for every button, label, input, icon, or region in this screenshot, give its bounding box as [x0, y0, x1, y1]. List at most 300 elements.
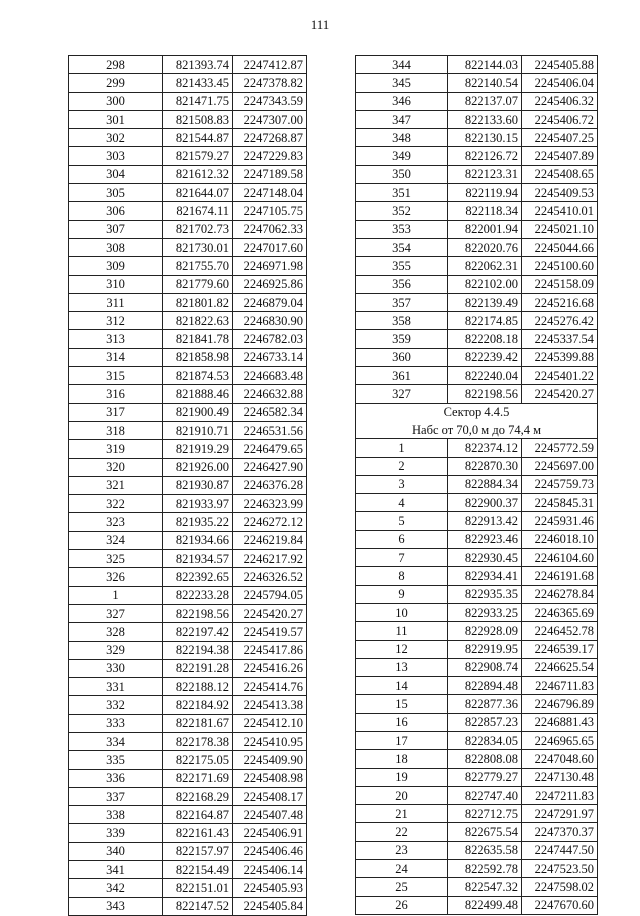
- coordinate-y: 2245845.31: [522, 494, 598, 512]
- coordinate-y: 2245407.89: [522, 147, 598, 165]
- coordinate-x: 822157.97: [163, 842, 233, 860]
- coordinate-y: 2246278.84: [522, 585, 598, 603]
- point-number: 302: [69, 129, 163, 147]
- table-row: [69, 440, 307, 458]
- coordinate-x: 821858.98: [163, 348, 233, 366]
- point-number: 22: [356, 823, 448, 841]
- table-row: [69, 348, 307, 366]
- coordinate-x: 822130.15: [448, 129, 522, 147]
- point-number: 312: [69, 312, 163, 330]
- table-row: [69, 74, 307, 92]
- coordinate-y: 2245276.42: [522, 312, 598, 330]
- table-row: [356, 293, 598, 311]
- table-row: [356, 896, 598, 914]
- table-row: [69, 568, 307, 586]
- table-row: [356, 367, 598, 385]
- coordinate-x: 822174.85: [448, 312, 522, 330]
- coordinate-y: 2245409.53: [522, 184, 598, 202]
- coordinate-y: 2245406.14: [233, 861, 307, 879]
- point-number: 311: [69, 293, 163, 311]
- table-row: [69, 421, 307, 439]
- coordinate-y: 2245931.46: [522, 512, 598, 530]
- table-row: [69, 56, 307, 74]
- coordinate-y: 2246427.90: [233, 458, 307, 476]
- point-number: 304: [69, 165, 163, 183]
- table-row: [356, 257, 598, 275]
- point-number: 356: [356, 275, 448, 293]
- point-number: 343: [69, 897, 163, 915]
- coordinates-table-right: [355, 55, 598, 915]
- table-row: [69, 897, 307, 915]
- point-number: 345: [356, 74, 448, 92]
- point-number: 340: [69, 842, 163, 860]
- table-row: [69, 476, 307, 494]
- table-row: [69, 586, 307, 604]
- coordinate-y: 2247523.50: [522, 860, 598, 878]
- point-number: 26: [356, 896, 448, 914]
- coordinate-x: 822102.00: [448, 275, 522, 293]
- coordinate-y: 2245420.27: [233, 604, 307, 622]
- coordinate-x: 822198.56: [448, 385, 522, 403]
- table-row: [69, 732, 307, 750]
- point-number: 321: [69, 476, 163, 494]
- table-row: [69, 641, 307, 659]
- point-number: 313: [69, 330, 163, 348]
- point-number: 317: [69, 403, 163, 421]
- table-row: [69, 824, 307, 842]
- coordinate-x: 822154.49: [163, 861, 233, 879]
- point-number: 308: [69, 238, 163, 256]
- point-number: 306: [69, 202, 163, 220]
- table-row: [69, 531, 307, 549]
- point-number: 327: [69, 604, 163, 622]
- coordinate-y: 2245216.68: [522, 293, 598, 311]
- coordinate-y: 2245406.72: [522, 110, 598, 128]
- coordinate-y: 2247370.37: [522, 823, 598, 841]
- table-row: [356, 841, 598, 859]
- coordinate-x: 822178.38: [163, 732, 233, 750]
- point-number: 325: [69, 550, 163, 568]
- table-row: [69, 184, 307, 202]
- section-subheader-row: [356, 421, 598, 439]
- point-number: 16: [356, 713, 448, 731]
- point-number: 324: [69, 531, 163, 549]
- point-number: 10: [356, 603, 448, 621]
- coordinate-x: 822233.28: [163, 586, 233, 604]
- table-row: [69, 623, 307, 641]
- table-row: [356, 622, 598, 640]
- table-row: [69, 769, 307, 787]
- coordinate-x: 821822.63: [163, 312, 233, 330]
- table-row: [69, 312, 307, 330]
- coordinate-y: 2246796.89: [522, 695, 598, 713]
- point-number: 3: [356, 475, 448, 493]
- table-row: [356, 238, 598, 256]
- table-row: [356, 860, 598, 878]
- coordinate-x: 822197.42: [163, 623, 233, 641]
- coordinate-y: 2246365.69: [522, 603, 598, 621]
- coordinate-y: 2245406.91: [233, 824, 307, 842]
- coordinate-y: 2246326.52: [233, 568, 307, 586]
- section-title: Сектор 4.4.5: [356, 403, 598, 421]
- table-row: [356, 110, 598, 128]
- point-number: 329: [69, 641, 163, 659]
- table-row: [69, 293, 307, 311]
- table-row: [356, 713, 598, 731]
- point-number: 346: [356, 92, 448, 110]
- table-row: [356, 658, 598, 676]
- coordinate-y: 2246711.83: [522, 677, 598, 695]
- coordinate-y: 2245417.86: [233, 641, 307, 659]
- coordinate-y: 2245337.54: [522, 330, 598, 348]
- point-number: 360: [356, 348, 448, 366]
- coordinate-y: 2247062.33: [233, 220, 307, 238]
- coordinate-x: 822547.32: [448, 878, 522, 896]
- table-row: [356, 878, 598, 896]
- coordinate-x: 821779.60: [163, 275, 233, 293]
- coordinate-y: 2245408.65: [522, 165, 598, 183]
- point-number: 354: [356, 238, 448, 256]
- coordinate-y: 2246733.14: [233, 348, 307, 366]
- coordinate-y: 2247598.02: [522, 878, 598, 896]
- coordinate-x: 821471.75: [163, 92, 233, 110]
- coordinate-x: 822779.27: [448, 768, 522, 786]
- coordinate-y: 2247148.04: [233, 184, 307, 202]
- point-number: 331: [69, 678, 163, 696]
- point-number: 355: [356, 257, 448, 275]
- coordinate-x: 822126.72: [448, 147, 522, 165]
- coordinate-x: 822140.54: [448, 74, 522, 92]
- coordinate-y: 2245414.76: [233, 678, 307, 696]
- coordinate-x: 822935.35: [448, 585, 522, 603]
- table-row: [69, 367, 307, 385]
- table-row: [69, 678, 307, 696]
- point-number: 1: [69, 586, 163, 604]
- table-row: [69, 861, 307, 879]
- coordinate-y: 2245405.88: [522, 56, 598, 74]
- point-number: 350: [356, 165, 448, 183]
- coordinate-y: 2247268.87: [233, 129, 307, 147]
- table-row: [69, 238, 307, 256]
- coordinate-x: 822171.69: [163, 769, 233, 787]
- point-number: 338: [69, 806, 163, 824]
- table-row: [69, 129, 307, 147]
- table-row: [356, 92, 598, 110]
- table-row: [69, 275, 307, 293]
- coordinate-x: 821544.87: [163, 129, 233, 147]
- point-number: 333: [69, 714, 163, 732]
- point-number: 344: [356, 56, 448, 74]
- coordinate-x: 821874.53: [163, 367, 233, 385]
- point-number: 6: [356, 530, 448, 548]
- coordinate-x: 822164.87: [163, 806, 233, 824]
- coordinate-x: 821433.45: [163, 74, 233, 92]
- table-row: [69, 879, 307, 897]
- coordinate-x: 821910.71: [163, 421, 233, 439]
- coordinate-x: 821888.46: [163, 385, 233, 403]
- coordinate-x: 822239.42: [448, 348, 522, 366]
- coordinate-x: 822374.12: [448, 439, 522, 457]
- coordinate-y: 2247447.50: [522, 841, 598, 859]
- coordinate-y: 2245697.00: [522, 457, 598, 475]
- coordinate-x: 822870.30: [448, 457, 522, 475]
- coordinate-y: 2246632.88: [233, 385, 307, 403]
- coordinate-y: 2247670.60: [522, 896, 598, 914]
- coordinate-y: 2247189.58: [233, 165, 307, 183]
- coordinate-y: 2247211.83: [522, 786, 598, 804]
- table-row: [69, 806, 307, 824]
- point-number: 14: [356, 677, 448, 695]
- coordinate-x: 822147.52: [163, 897, 233, 915]
- table-row: [69, 513, 307, 531]
- table-row: [356, 147, 598, 165]
- coordinate-x: 821935.22: [163, 513, 233, 531]
- table-row: [69, 787, 307, 805]
- point-number: 349: [356, 147, 448, 165]
- coordinate-y: 2246782.03: [233, 330, 307, 348]
- point-number: 341: [69, 861, 163, 879]
- table-row: [356, 494, 598, 512]
- coordinate-x: 822119.94: [448, 184, 522, 202]
- point-number: 23: [356, 841, 448, 859]
- table-row: [356, 567, 598, 585]
- coordinate-y: 2245021.10: [522, 220, 598, 238]
- table-row: [69, 220, 307, 238]
- coordinate-x: 822194.38: [163, 641, 233, 659]
- coordinate-y: 2246452.78: [522, 622, 598, 640]
- coordinate-y: 2246582.34: [233, 403, 307, 421]
- table-row: [356, 549, 598, 567]
- table-row: [356, 475, 598, 493]
- coordinate-x: 822392.65: [163, 568, 233, 586]
- table-row: [356, 603, 598, 621]
- coordinate-y: 2245407.25: [522, 129, 598, 147]
- coordinate-x: 822188.12: [163, 678, 233, 696]
- table-row: [356, 165, 598, 183]
- coordinate-x: 821579.27: [163, 147, 233, 165]
- point-number: 357: [356, 293, 448, 311]
- coordinate-y: 2245405.84: [233, 897, 307, 915]
- coordinate-x: 822934.41: [448, 567, 522, 585]
- table-row: [69, 165, 307, 183]
- coordinate-y: 2245406.32: [522, 92, 598, 110]
- coordinate-x: 822908.74: [448, 658, 522, 676]
- coordinate-x: 821612.32: [163, 165, 233, 183]
- point-number: 315: [69, 367, 163, 385]
- coordinate-x: 822919.95: [448, 640, 522, 658]
- coordinate-y: 2245412.10: [233, 714, 307, 732]
- coordinate-y: 2246965.65: [522, 731, 598, 749]
- coordinate-y: 2245408.17: [233, 787, 307, 805]
- table-row: [356, 640, 598, 658]
- table-row: [356, 457, 598, 475]
- coordinate-x: 822900.37: [448, 494, 522, 512]
- coordinate-x: 822139.49: [448, 293, 522, 311]
- table-row: [356, 731, 598, 749]
- point-number: 18: [356, 750, 448, 768]
- table-row: [69, 403, 307, 421]
- point-number: 24: [356, 860, 448, 878]
- table-row: [356, 385, 598, 403]
- coordinate-x: 822118.34: [448, 202, 522, 220]
- coordinate-x: 822240.04: [448, 367, 522, 385]
- coordinate-y: 2245772.59: [522, 439, 598, 457]
- coordinate-x: 821755.70: [163, 257, 233, 275]
- table-row: [356, 585, 598, 603]
- point-number: 358: [356, 312, 448, 330]
- coordinate-y: 2247378.82: [233, 74, 307, 92]
- coordinate-x: 821841.78: [163, 330, 233, 348]
- point-number: 305: [69, 184, 163, 202]
- coordinate-x: 822923.46: [448, 530, 522, 548]
- coordinate-x: 822184.92: [163, 696, 233, 714]
- coordinate-y: 2245406.46: [233, 842, 307, 860]
- point-number: 309: [69, 257, 163, 275]
- coordinate-y: 2246217.92: [233, 550, 307, 568]
- table-row: [356, 768, 598, 786]
- coordinate-y: 2246104.60: [522, 549, 598, 567]
- point-number: 2: [356, 457, 448, 475]
- point-number: 9: [356, 585, 448, 603]
- coordinate-y: 2245407.48: [233, 806, 307, 824]
- coordinate-y: 2245416.26: [233, 659, 307, 677]
- coordinate-x: 822020.76: [448, 238, 522, 256]
- coordinate-x: 822133.60: [448, 110, 522, 128]
- point-number: 323: [69, 513, 163, 531]
- point-number: 348: [356, 129, 448, 147]
- coordinate-x: 822675.54: [448, 823, 522, 841]
- coordinate-x: 821508.83: [163, 110, 233, 128]
- point-number: 5: [356, 512, 448, 530]
- table-row: [69, 202, 307, 220]
- table-row: [356, 786, 598, 804]
- table-row: [356, 129, 598, 147]
- table-row: [356, 750, 598, 768]
- table-row: [356, 312, 598, 330]
- coordinate-y: 2246479.65: [233, 440, 307, 458]
- point-number: 17: [356, 731, 448, 749]
- coordinate-y: 2245399.88: [522, 348, 598, 366]
- point-number: 319: [69, 440, 163, 458]
- coordinate-y: 2245401.22: [522, 367, 598, 385]
- coordinate-y: 2247291.97: [522, 805, 598, 823]
- point-number: 25: [356, 878, 448, 896]
- section-header-row: [356, 403, 598, 421]
- table-row: [356, 512, 598, 530]
- coordinate-x: 822747.40: [448, 786, 522, 804]
- coordinate-x: 822191.28: [163, 659, 233, 677]
- table-row: [356, 677, 598, 695]
- coordinate-x: 822144.03: [448, 56, 522, 74]
- table-row: [356, 439, 598, 457]
- point-number: 328: [69, 623, 163, 641]
- coordinate-y: 2245158.09: [522, 275, 598, 293]
- table-row: [69, 92, 307, 110]
- coordinate-y: 2245419.57: [233, 623, 307, 641]
- coordinate-x: 821702.73: [163, 220, 233, 238]
- coordinate-y: 2246925.86: [233, 275, 307, 293]
- table-row: [69, 696, 307, 714]
- table-row: [69, 385, 307, 403]
- point-number: 320: [69, 458, 163, 476]
- point-number: 336: [69, 769, 163, 787]
- coordinate-x: 821644.07: [163, 184, 233, 202]
- point-number: 316: [69, 385, 163, 403]
- table-row: [69, 110, 307, 128]
- point-number: 359: [356, 330, 448, 348]
- coordinate-x: 822198.56: [163, 604, 233, 622]
- point-number: 4: [356, 494, 448, 512]
- page-number: 111: [310, 17, 330, 32]
- table-row: [69, 147, 307, 165]
- coordinate-y: 2247412.87: [233, 56, 307, 74]
- coordinate-y: 2247048.60: [522, 750, 598, 768]
- coordinate-x: 821934.57: [163, 550, 233, 568]
- table-row: [356, 530, 598, 548]
- point-number: 1: [356, 439, 448, 457]
- point-number: 8: [356, 567, 448, 585]
- point-number: 20: [356, 786, 448, 804]
- coordinate-y: 2245420.27: [522, 385, 598, 403]
- coordinate-x: 822062.31: [448, 257, 522, 275]
- point-number: 301: [69, 110, 163, 128]
- point-number: 334: [69, 732, 163, 750]
- coordinate-y: 2247307.00: [233, 110, 307, 128]
- coordinate-y: 2245410.95: [233, 732, 307, 750]
- point-number: 13: [356, 658, 448, 676]
- point-number: 352: [356, 202, 448, 220]
- point-number: 322: [69, 495, 163, 513]
- coordinate-x: 822175.05: [163, 751, 233, 769]
- coordinate-y: 2247343.59: [233, 92, 307, 110]
- coordinate-x: 822592.78: [448, 860, 522, 878]
- coordinate-y: 2245410.01: [522, 202, 598, 220]
- coordinate-x: 822712.75: [448, 805, 522, 823]
- coordinate-x: 822123.31: [448, 165, 522, 183]
- coordinate-x: 822857.23: [448, 713, 522, 731]
- point-number: 11: [356, 622, 448, 640]
- coordinate-x: 822137.07: [448, 92, 522, 110]
- coordinate-x: 821926.00: [163, 458, 233, 476]
- coordinate-y: 2245409.90: [233, 751, 307, 769]
- coordinate-x: 822635.58: [448, 841, 522, 859]
- coordinate-x: 821934.66: [163, 531, 233, 549]
- point-number: 12: [356, 640, 448, 658]
- point-number: 318: [69, 421, 163, 439]
- coordinate-y: 2246219.84: [233, 531, 307, 549]
- table-row: [69, 604, 307, 622]
- coordinate-y: 2245100.60: [522, 257, 598, 275]
- point-number: 19: [356, 768, 448, 786]
- point-number: 15: [356, 695, 448, 713]
- coordinate-y: 2246539.17: [522, 640, 598, 658]
- coordinate-y: 2245408.98: [233, 769, 307, 787]
- point-number: 339: [69, 824, 163, 842]
- coordinate-y: 2246191.68: [522, 567, 598, 585]
- point-number: 314: [69, 348, 163, 366]
- coordinate-y: 2246881.43: [522, 713, 598, 731]
- coordinate-y: 2245405.93: [233, 879, 307, 897]
- coordinate-y: 2245794.05: [233, 586, 307, 604]
- table-row: [356, 695, 598, 713]
- coordinate-x: 822161.43: [163, 824, 233, 842]
- table-row: [69, 495, 307, 513]
- table-row: [356, 184, 598, 202]
- coordinate-y: 2247017.60: [233, 238, 307, 256]
- coordinate-y: 2246018.10: [522, 530, 598, 548]
- coordinate-y: 2245406.04: [522, 74, 598, 92]
- coordinate-y: 2245413.38: [233, 696, 307, 714]
